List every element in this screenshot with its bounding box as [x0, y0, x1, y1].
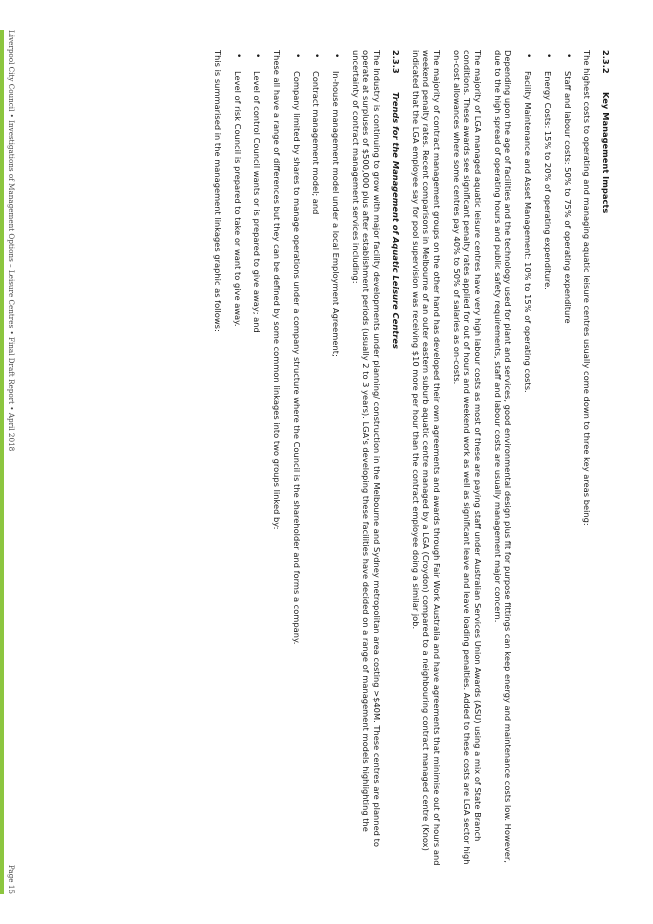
paragraph: The majority of LGA managed aquatic leisure centres have very high labour costs as most of these are paying staff under Australian Services Union Awards (ASU) using a mix of State Branch conditions. These awards see significant penalty rates applied for out of hours and weekend work as well as significant leave and leave loading penalties. Added to these costs are LGA sector high on-cost allowances where some centres pay 40% to 50% of salaries as on-costs.	[451, 50, 484, 865]
paragraph: The majority of contract management groups on the other hand has developed their own agreements and awards through Fair Work Australia and have agreements that minimise out of hours and weekend penalty rates. Recent comparisons in Melbourne of an outer eastern suburb aquatic centre managed by a LGA (Croydon) compared to a neighbouring contract managed centre (Knox) indicated that the LGA employee say for pool supervision was receiving $10 more per hour than the contract employee doing a similar job.	[410, 50, 442, 866]
paragraph: The Industry is continuing to grow with major facility developments under planning/ construction in the Melbourne and Sydney metropolitan area costing >$40M. These centres are planned to operate at surpluses of $500,000 plus after establishment periods (usually 2 to 3 years). LGA's developing these facilities have decided on a range of management models highlighting the uncertainty of contract management services including:	[350, 50, 383, 847]
page-footer	[7, 30, 16, 894]
management-models-list	[291, 50, 341, 870]
list-item: • Level of control Council wants or is prepared to give away; and	[252, 53, 263, 333]
section-number: 2.3.2	[601, 50, 611, 74]
footer-report-info: Liverpool City Council • Investigations of Management Options – Leisure Centres • Final Draft Report • April 2018	[7, 30, 16, 452]
section-heading-2-3-2	[600, 50, 611, 870]
bullet-icon: •	[311, 53, 322, 59]
list-item: • Company limited by shares to manage operations under a company structure where the Council is the shareholder and forms a company.	[291, 53, 302, 645]
bullet-icon: •	[331, 53, 342, 59]
list-item: • Staff and labour costs: 50% to 75% of operating expenditure	[562, 53, 573, 324]
bullet-icon: •	[542, 53, 553, 59]
linkages-list	[232, 50, 262, 870]
paragraph: This is summarised in the management linkages graphic as follows:	[212, 50, 223, 332]
page-number: Page 15	[7, 864, 16, 894]
bullet-icon: •	[562, 53, 573, 59]
section-heading-2-3-3	[390, 50, 401, 870]
list-item: • Level of risk Council is prepared to take or want to give away.	[232, 53, 243, 327]
document-body	[203, 50, 611, 870]
cost-areas-list	[522, 50, 572, 870]
section-title: Trends for the Management of Aquatic Leisure Centres	[390, 92, 401, 349]
bullet-icon: •	[291, 53, 302, 59]
bullet-icon: •	[252, 53, 263, 59]
bullet-icon: •	[523, 53, 534, 59]
footer-accent-bar	[0, 30, 4, 894]
paragraph: Depending upon the age of facilities and the technology used for plant and services, good environmental design plus fit for purpose fittings can keep energy and maintenance costs low. However, due to the high spread of operating hours and public safety requirements, staff and labour costs are usually management major concern.	[492, 50, 514, 863]
bullet-icon: •	[232, 53, 243, 59]
list-item: • Contract management model; and	[311, 53, 322, 215]
list-item: • Energy Costs: 15% to 20% of operating expenditure.	[542, 53, 553, 290]
list-item: • Facility Maintenance and Asset Management: 10% to 15% of operating costs.	[523, 53, 534, 393]
section-title: Key Management Impacts	[601, 92, 611, 214]
section-intro: The highest costs to operating and managing aquatic leisure centres usually come down to three key areas being:	[582, 50, 593, 526]
section-number: 2.3.3	[390, 50, 401, 74]
paragraph: These all have a range of differences but they can be defined by some common linkages into two groups linked by:	[271, 50, 282, 530]
list-item: • In-house management model under a local Employment Agreement;	[331, 53, 342, 357]
